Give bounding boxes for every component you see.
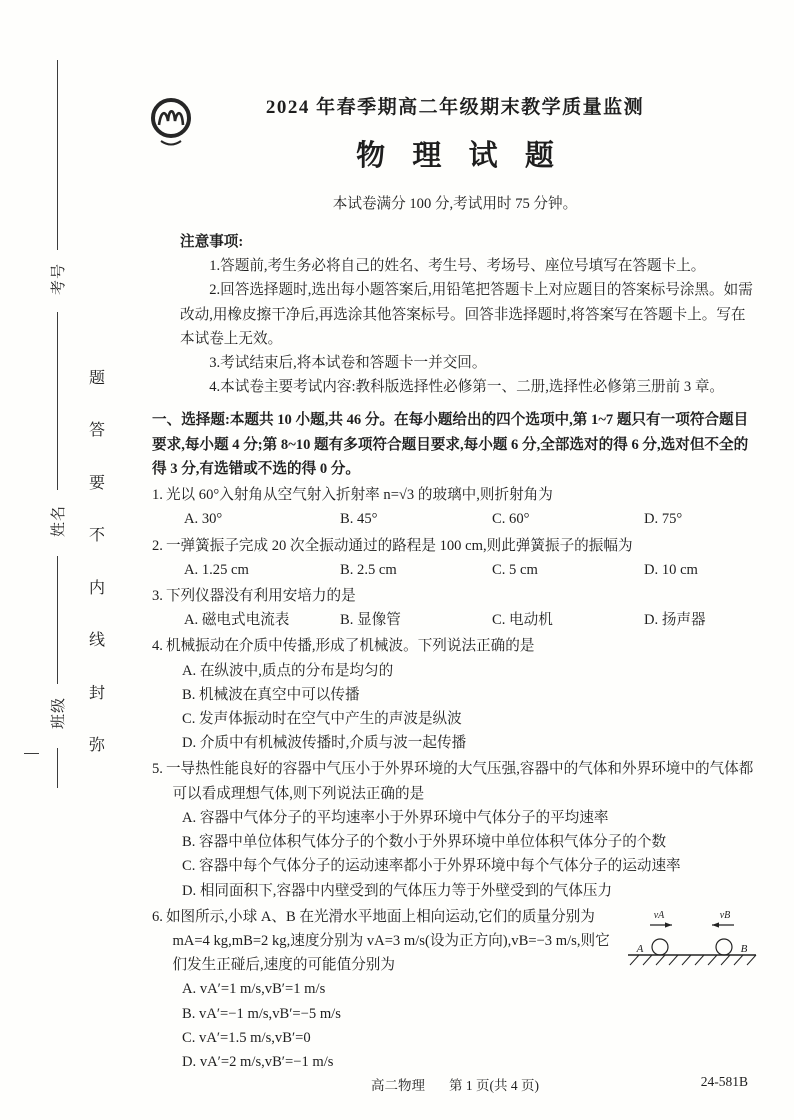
options-list [152, 977, 758, 1074]
footer-course: 高二物理 [371, 1078, 425, 1093]
question-stem [152, 584, 758, 608]
option-c: C. 电动机 [492, 612, 553, 629]
va-label: vA [653, 909, 665, 921]
question-text: 一导热性能良好的容器中气压小于外界环境的大气压强,容器中的气体和外界环境中的气体都可以看成理想气体,则下列说法正确的是 [165, 761, 754, 802]
options-list [152, 659, 758, 756]
seal-char: 题 [88, 370, 105, 387]
option-b: B. 容器中单位体积气体分子的个数小于外界环境中单位体积气体分子的个数 [182, 834, 667, 851]
ground-hatching [630, 955, 756, 965]
question-4 [152, 634, 758, 755]
fill-in-line [57, 556, 58, 684]
footer-center [152, 1074, 758, 1094]
option-b: B. 机械波在真空中可以传播 [182, 686, 360, 703]
options-row [152, 507, 758, 531]
notice-item: 2.回答选择题时,选出每小题答案后,用铅笔把答题卡上对应题目的答案标号涂黑。如需改动,用橡皮擦干净后,再选涂其他答案标号。回答非选择题时,将答案写在答题卡上。写在本试卷上无效。 [180, 282, 753, 347]
seal-char: 内 [88, 579, 105, 597]
question-text: 光以 60°入射角从空气射入折射率 n=√3 的玻璃中,则折射角为 [165, 487, 553, 504]
question-stem [152, 757, 758, 805]
question-text: 机械振动在介质中传播,形成了机械波。下列说法正确的是 [165, 638, 535, 655]
option-b: B. 45° [340, 511, 378, 528]
option-a: A. 1.25 cm [184, 561, 249, 578]
option-d: D. vA′=2 m/s,vB′=−1 m/s [182, 1054, 334, 1071]
option-d: D. 扬声器 [644, 612, 706, 629]
option-b: B. 2.5 cm [340, 561, 397, 578]
question-stem [152, 634, 758, 658]
exam-info: 本试卷满分 100 分,考试用时 75 分钟。 [332, 195, 578, 212]
field-exam-number-label: 考号 [50, 263, 67, 296]
exam-title: 2024 年春季期高二年级期末教学质量监测 [265, 97, 645, 118]
question-number: 6. [152, 908, 163, 925]
seal-char: 弥 [88, 736, 105, 754]
option-a: A. vA′=1 m/s,vB′=1 m/s [182, 981, 326, 998]
seal-margin [0, 0, 142, 1120]
question-text: 一弹簧振子完成 20 次全振动通过的路程是 100 cm,则此弹簧振子的振幅为 [165, 537, 633, 554]
notice-item: 3.考试结束后,将本试卷和答题卡一并交回。 [209, 354, 487, 371]
notice-item: 1.答题前,考生务必将自己的姓名、考生号、考场号、座位号填写在答题卡上。 [209, 258, 706, 275]
option-d: D. 相同面积下,容器中内壁受到的气体压力等于外壁受到的气体压力 [182, 882, 613, 899]
option-d: D. 75° [644, 511, 683, 528]
subject-title: 物 理 试 题 [356, 139, 564, 172]
option-a: A. 在纵波中,质点的分布是均匀的 [182, 662, 394, 679]
question-1 [152, 483, 758, 531]
question-number: 5. [152, 761, 163, 778]
velocity-arrow-a [650, 910, 672, 928]
question-stem [152, 534, 758, 558]
option-c: C. 容器中每个气体分子的运动速率都小于外界环境中每个气体分子的运动速率 [182, 858, 681, 875]
seal-line-text [86, 365, 108, 755]
ball-b [716, 939, 732, 955]
option-c: C. 5 cm [492, 561, 538, 578]
footer-paper-code: 24-581B [700, 1074, 748, 1089]
option-d: D. 介质中有机械波传播时,介质与波一起传播 [182, 735, 467, 752]
option-a: A. 磁电式电流表 [184, 612, 290, 629]
section-heading: 一、选择题:本题共 10 小题,共 46 分。在每小题给出的四个选项中,第 1~7 题只有一项符合题目要求,每小题 4 分;第 8~10 题有多项符合题目要求,每小题 6 分,全部选对的得 6 分,选对但不全的得 3 分,有选错或不选的得 0 分。 [152, 412, 749, 477]
option-a: A. 30° [184, 511, 223, 528]
option-c: C. vA′=1.5 m/s,vB′=0 [182, 1029, 311, 1046]
options-row [152, 558, 758, 582]
main-content [152, 92, 758, 1074]
page-footer [152, 1074, 758, 1094]
seal-char: 要 [88, 474, 105, 492]
field-class-label: 班级 [50, 697, 67, 730]
option-b: B. 显像管 [340, 612, 401, 629]
seal-dash [24, 753, 39, 754]
ball-b-label: B [740, 942, 748, 955]
ball-a [652, 939, 668, 955]
ball-a-label: A [636, 942, 644, 955]
option-c: C. 发声体振动时在空气中产生的声波是纵波 [182, 711, 462, 728]
option-b: B. vA′=−1 m/s,vB′=−5 m/s [182, 1005, 341, 1022]
question-stem [152, 483, 758, 507]
options-row [152, 608, 758, 632]
collision-figure [626, 907, 758, 975]
footer-page-info: 第 1 页(共 4 页) [449, 1078, 539, 1093]
question-number: 1. [152, 487, 163, 504]
fill-in-line [57, 748, 58, 788]
question-number: 3. [152, 587, 163, 604]
option-d: D. 10 cm [644, 561, 698, 578]
question-number: 4. [152, 638, 163, 655]
vb-label: vB [719, 909, 731, 921]
notice-heading: 注意事项: [180, 233, 244, 250]
question-text: 下列仪器没有利用安培力的是 [165, 587, 356, 604]
option-c: C. 60° [492, 511, 530, 528]
option-a: A. 容器中气体分子的平均速率小于外界环境中气体分子的平均速率 [182, 809, 609, 826]
notice-item: 4.本试卷主要考试内容:教科版选择性必修第一、二册,选择性必修第三册前 3 章。 [209, 379, 725, 396]
seal-char: 线 [88, 632, 105, 650]
question-text: 如图所示,小球 A、B 在光滑水平地面上相向运动,它们的质量分别为 mA=4 kg,mB=2 kg,速度分别为 vA=3 m/s(设为正方向),vB=−3 m/s,则它们发生正碰后,速度的可能值分别为 [165, 908, 610, 974]
seal-char: 答 [88, 422, 105, 440]
seal-char: 不 [88, 527, 105, 545]
question-3 [152, 584, 758, 632]
question-5 [152, 757, 758, 902]
notice-list [152, 254, 758, 399]
seal-char: 封 [88, 684, 105, 702]
fill-in-line [57, 312, 58, 490]
question-6 [152, 905, 758, 1075]
field-name-label: 姓名 [50, 505, 67, 538]
options-list [152, 806, 758, 903]
fill-in-line [57, 60, 58, 250]
question-2 [152, 534, 758, 582]
velocity-arrow-b [712, 910, 734, 928]
question-number: 2. [152, 537, 163, 554]
